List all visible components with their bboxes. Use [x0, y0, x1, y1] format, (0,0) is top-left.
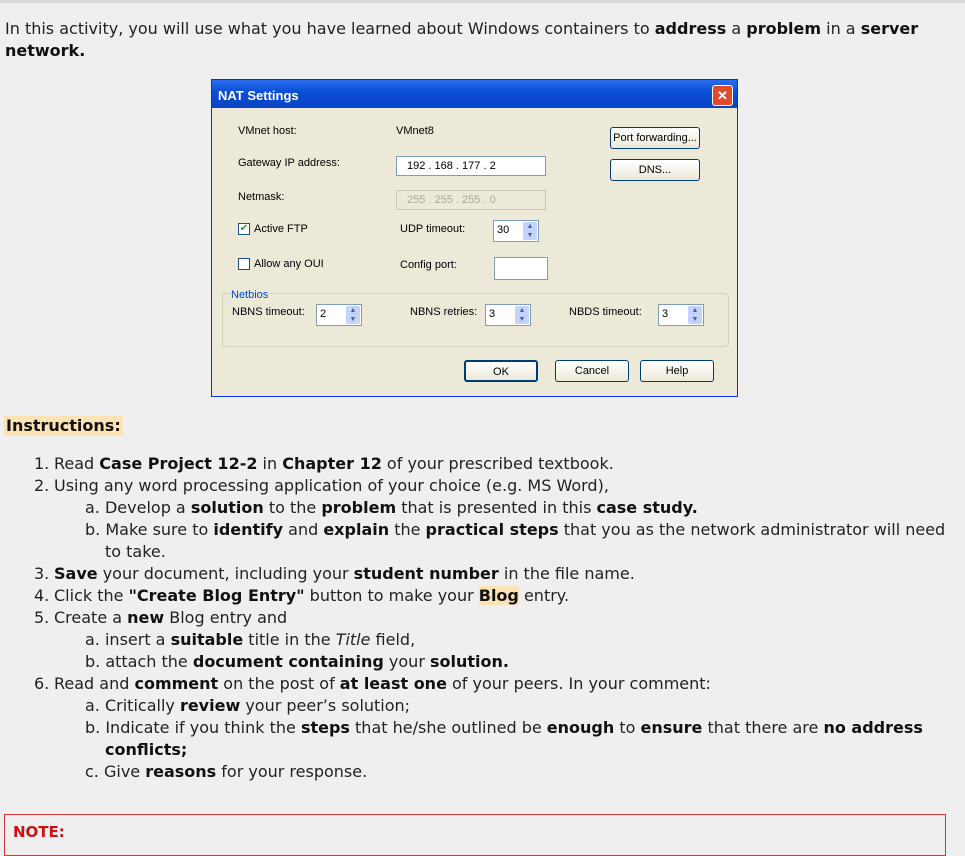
list-item: a. insert a suitable title in the Title field,	[85, 630, 416, 649]
close-icon[interactable]: ✕	[712, 85, 733, 106]
nbns-timeout-label: NBNS timeout:	[232, 306, 305, 318]
list-item: 2. Using any word processing application of your choice (e.g. MS Word),	[34, 476, 609, 495]
netmask-label: Netmask:	[238, 191, 285, 203]
nbns-timeout-spinner[interactable]	[316, 304, 362, 326]
spinner-arrows-icon[interactable]: ▲ ▼	[346, 306, 360, 324]
config-port-label: Config port:	[400, 259, 457, 271]
vmnet-host-value: VMnet8	[396, 125, 434, 137]
list-item: 6. Read and comment on the post of at least one of your peers. In your comment:	[34, 674, 711, 693]
list-item: a. Critically review your peer’s solution;	[85, 696, 411, 715]
gateway-label: Gateway IP address:	[238, 157, 340, 169]
list-item: 1. Read Case Project 12-2 in Chapter 12 of your prescribed textbook.	[34, 454, 614, 473]
gateway-ip-field[interactable]: 192 . 168 . 177 . 2	[396, 156, 546, 176]
instructions-heading: Instructions:	[6, 416, 121, 435]
netbios-group-label: Netbios	[231, 289, 269, 301]
note-label: NOTE:	[13, 823, 65, 841]
list-item: 5. Create a new Blog entry and	[34, 608, 288, 627]
top-divider	[0, 0, 965, 3]
port-forwarding-button[interactable]: Port forwarding...	[610, 127, 700, 149]
list-item: b. attach the document containing your solution.	[85, 652, 509, 671]
udp-timeout-label: UDP timeout:	[400, 223, 466, 235]
spinner-arrows-icon[interactable]: ▲ ▼	[523, 222, 537, 240]
list-item: a. Develop a solution to the problem that is presented in this case study.	[85, 498, 698, 517]
nbns-retries-value: 3	[489, 308, 496, 320]
note-box	[4, 814, 946, 856]
nbns-retries-spinner[interactable]	[485, 304, 531, 326]
list-item: 3. Save your document, including your student number in the file name.	[34, 564, 635, 583]
netmask-field: 255 . 255 . 255 . 0	[396, 190, 546, 210]
allow-oui-label[interactable]: Allow any OUI	[254, 258, 324, 270]
spinner-arrows-icon[interactable]: ▲ ▼	[688, 306, 702, 324]
nbds-timeout-value: 3	[662, 308, 669, 320]
config-port-field[interactable]	[494, 257, 548, 280]
list-item: b. Make sure to identify and explain the practical steps that you as the network administrator will need to take.	[85, 520, 946, 561]
nat-settings-dialog	[211, 79, 738, 397]
list-item: 4. Click the "Create Blog Entry" button to make your Blog entry.	[34, 586, 570, 605]
vmnet-host-label: VMnet host:	[238, 125, 297, 137]
ok-button[interactable]: OK	[464, 360, 538, 382]
spinner-arrows-icon[interactable]: ▲ ▼	[515, 306, 529, 324]
active-ftp-label[interactable]: Active FTP	[254, 223, 308, 235]
active-ftp-checkbox[interactable]: ✔	[239, 223, 249, 234]
dialog-title: NAT Settings	[218, 88, 299, 103]
dns-button[interactable]: DNS...	[610, 159, 700, 181]
intro-paragraph: In this activity, you will use what you have learned about Windows containers to address a problem in a server network.	[5, 19, 919, 60]
nbds-timeout-spinner[interactable]	[658, 304, 704, 326]
nbns-retries-label: NBNS retries:	[410, 306, 478, 318]
allow-oui-checkbox[interactable]	[238, 258, 250, 270]
help-button[interactable]: Help	[640, 360, 714, 382]
nbds-timeout-label: NBDS timeout:	[569, 306, 642, 318]
list-item: b. Indicate if you think the steps that he/she outlined be enough to ensure that there are no address conflicts;	[85, 718, 923, 759]
list-item: c. Give reasons for your response.	[85, 762, 368, 781]
instructions-list	[36, 453, 956, 783]
udp-timeout-spinner[interactable]	[493, 220, 539, 242]
cancel-button[interactable]: Cancel	[555, 360, 629, 382]
udp-timeout-value: 30	[497, 224, 510, 236]
netbios-group	[222, 293, 729, 347]
dialog-title-bar	[212, 80, 737, 108]
nbns-timeout-value: 2	[320, 308, 327, 320]
